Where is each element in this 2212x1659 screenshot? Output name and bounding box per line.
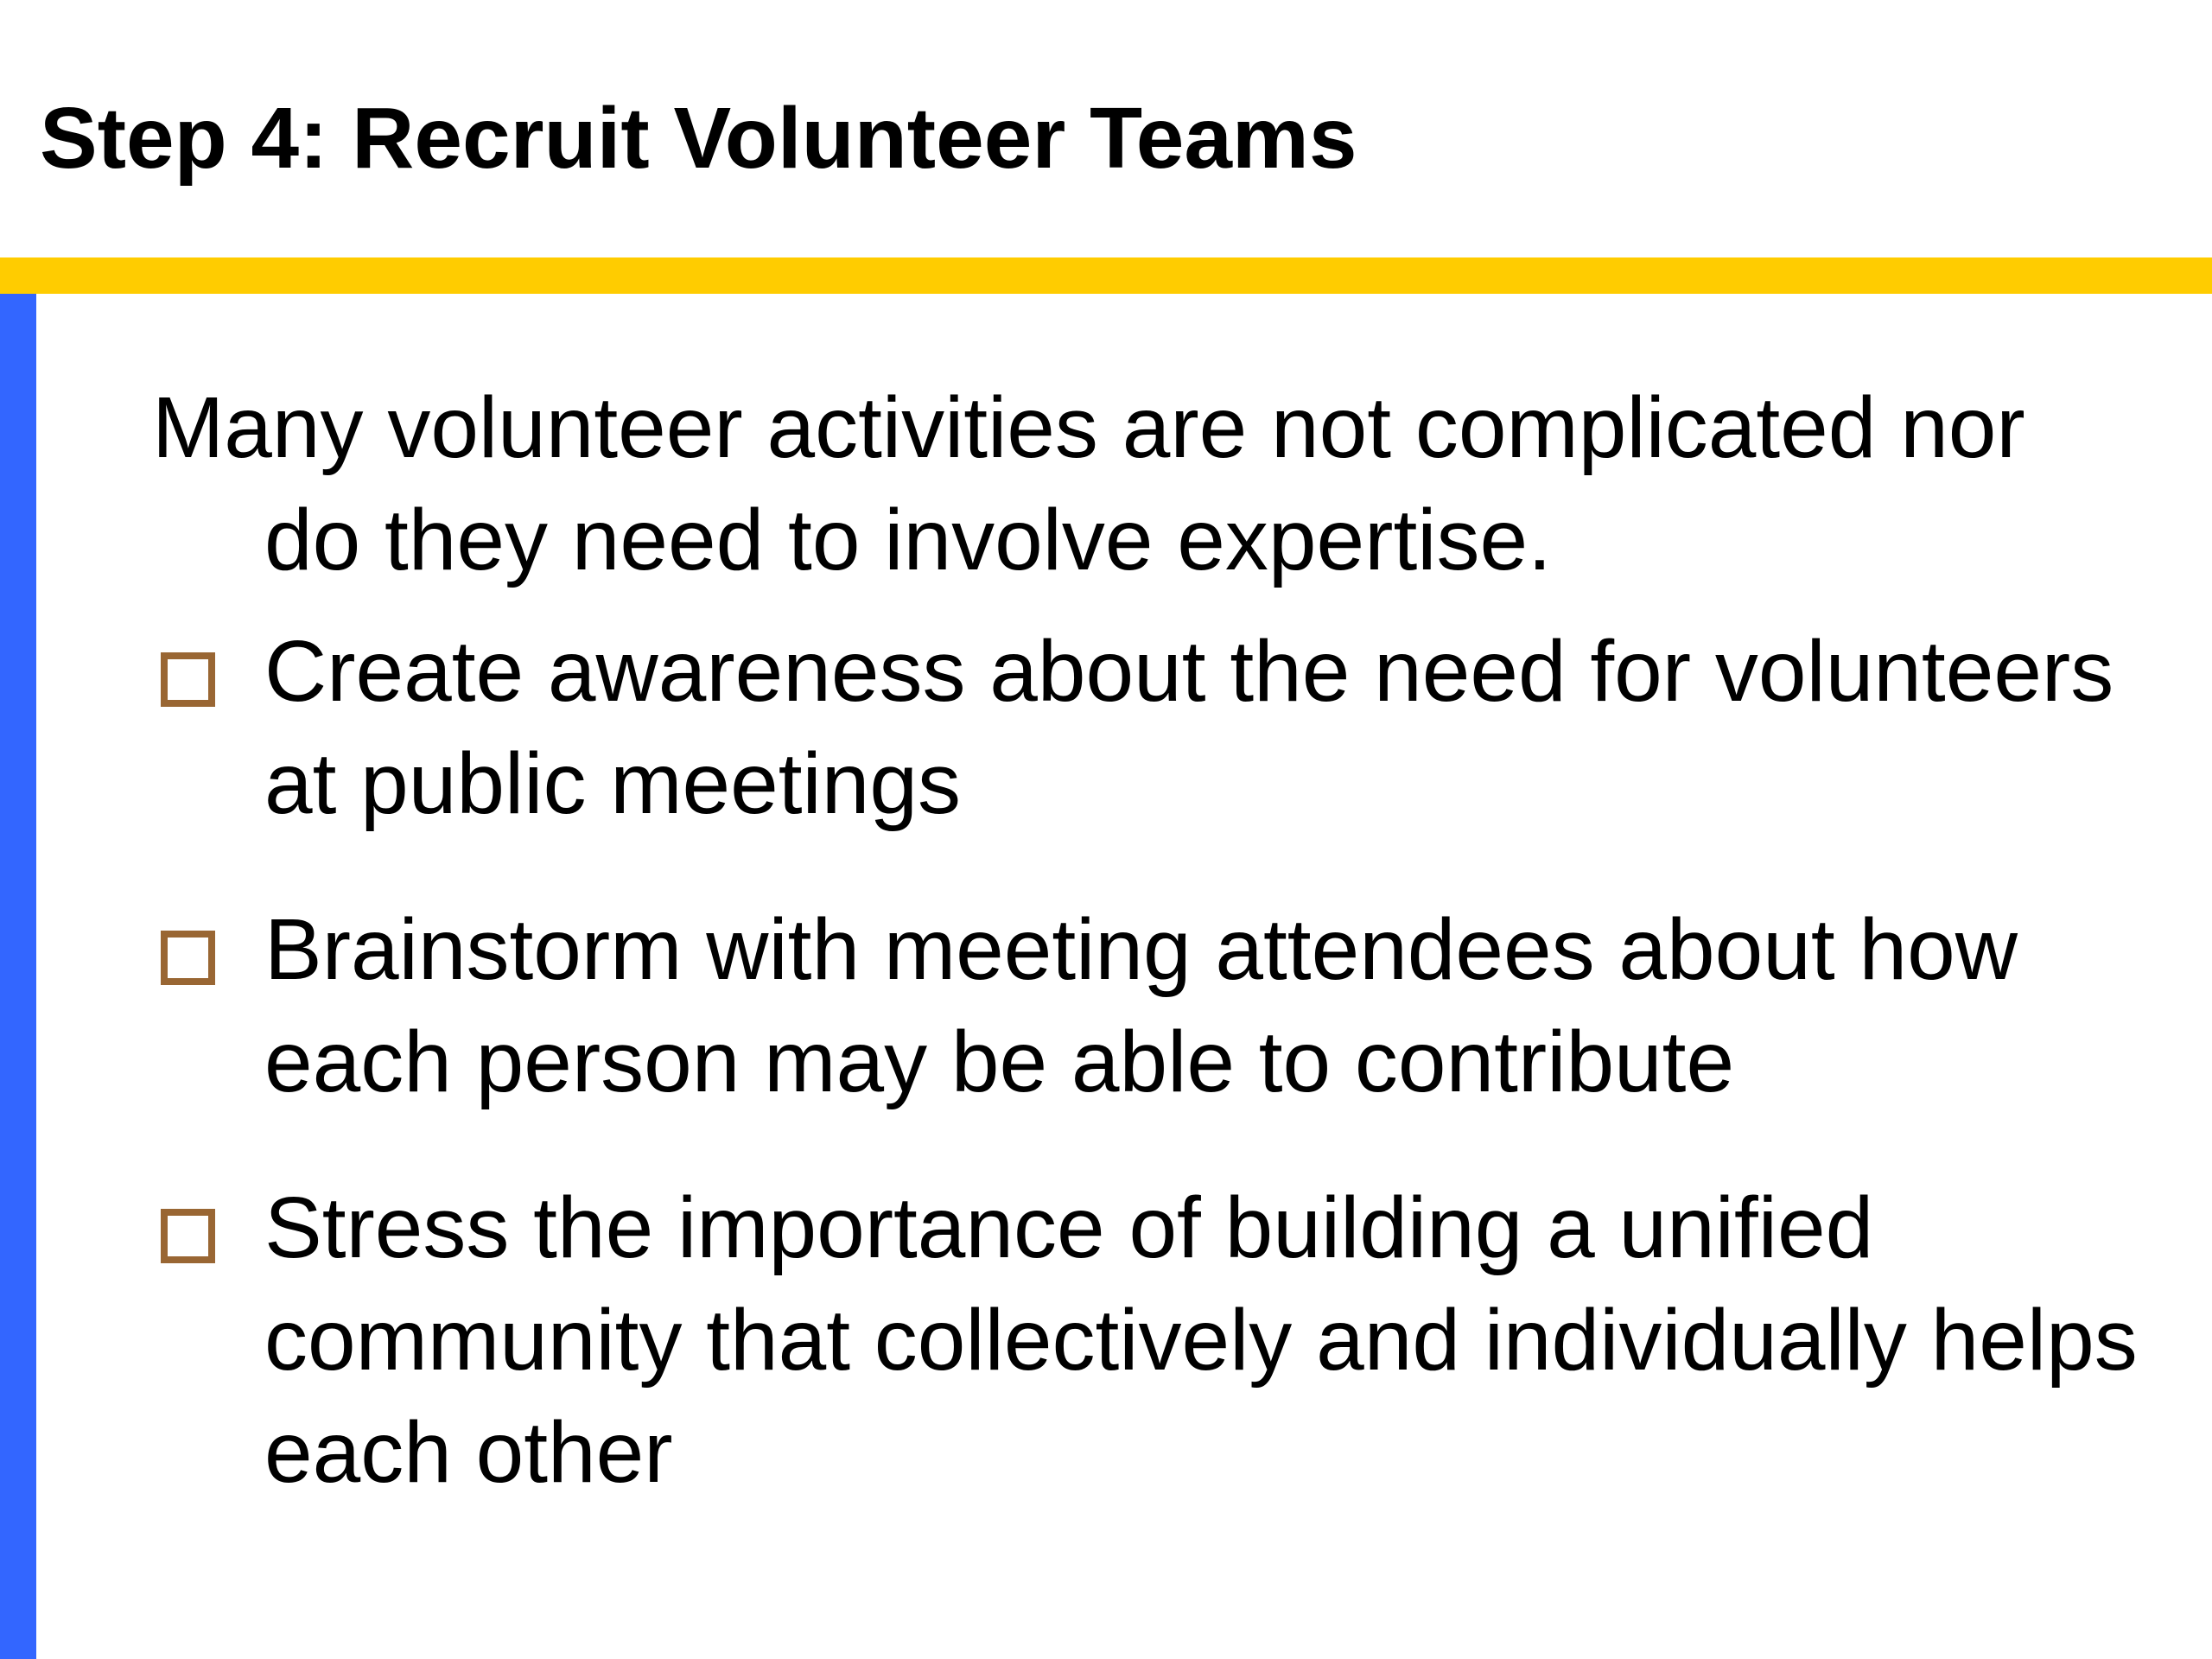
bullet-text: Stress the importance of building a unified community that collectively and individually helps each other (264, 1179, 2138, 1501)
intro-paragraph: Many volunteer activities are not complicated nor do they need to involve expertise. (152, 379, 2025, 588)
bullet-item (152, 893, 2139, 1118)
left-accent-rule (0, 294, 36, 1659)
bullet-item (152, 615, 2139, 840)
square-bullet-icon (161, 931, 215, 985)
square-bullet-icon (161, 1209, 215, 1263)
slide-body (152, 372, 2139, 1509)
square-bullet-icon (161, 652, 215, 707)
top-accent-rule (0, 257, 2212, 294)
bullet-text: Create awareness about the need for volunteers at public meetings (264, 623, 2114, 832)
slide-title: Step 4: Recruit Volunteer Teams (40, 90, 1357, 187)
bullet-item (152, 1172, 2139, 1509)
bullet-text: Brainstorm with meeting attendees about how each person may be able to contribute (264, 901, 2018, 1110)
